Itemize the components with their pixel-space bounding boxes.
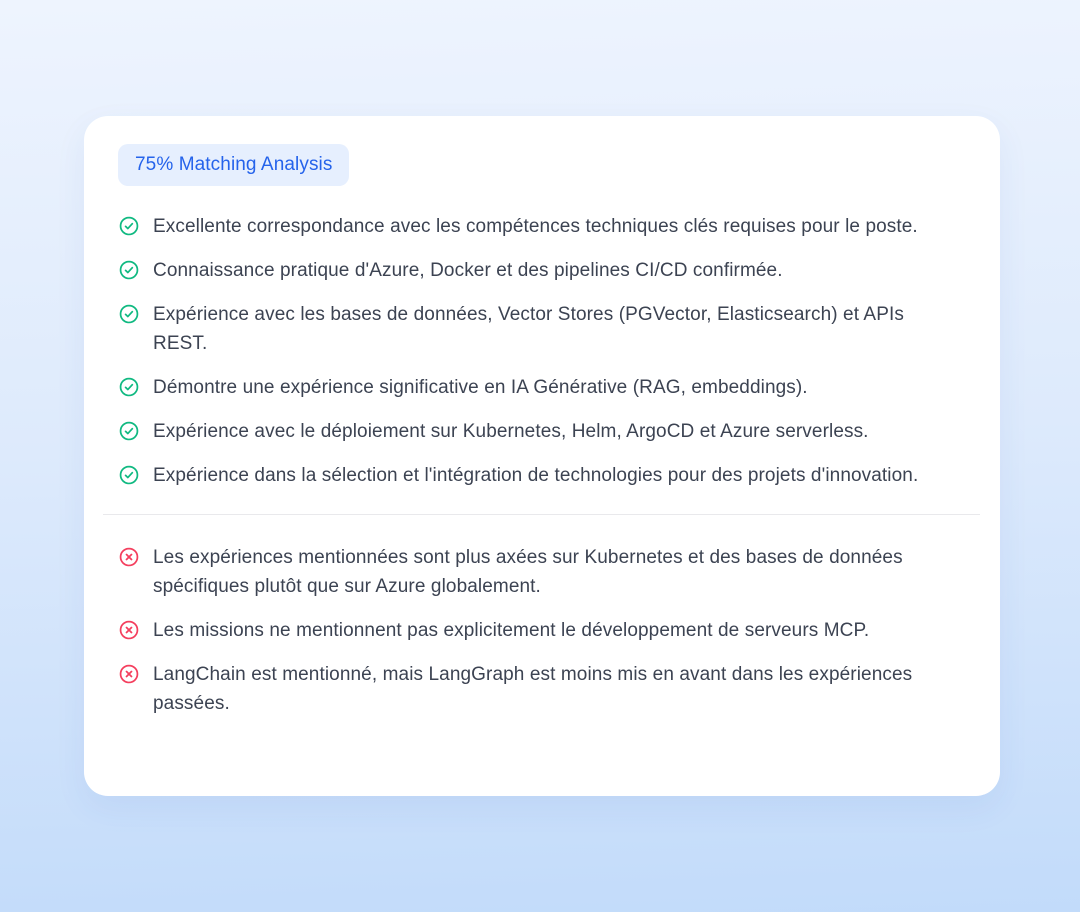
matching-analysis-card	[84, 116, 1000, 796]
check-circle-icon	[118, 464, 140, 486]
list-item-text: Démontre une expérience significative en IA Générative (RAG, embeddings).	[153, 377, 808, 398]
list-item-text: Excellente correspondance avec les compétences techniques clés requises pour le poste.	[153, 216, 918, 237]
x-circle-icon	[118, 663, 140, 685]
list-item-text: Expérience avec les bases de données, Vector Stores (PGVector, Elasticsearch) et APIs REST.	[153, 304, 904, 354]
check-circle-icon	[118, 303, 140, 325]
list-item-text: Connaissance pratique d'Azure, Docker et des pipelines CI/CD confirmée.	[153, 260, 783, 281]
list-item	[118, 616, 958, 645]
strengths-list	[118, 212, 958, 490]
list-item	[118, 660, 958, 718]
list-item	[118, 417, 958, 446]
section-divider	[103, 514, 980, 515]
list-item-text: Expérience avec le déploiement sur Kubernetes, Helm, ArgoCD et Azure serverless.	[153, 421, 869, 442]
check-circle-icon	[118, 420, 140, 442]
list-item-text: Expérience dans la sélection et l'intégration de technologies pour des projets d'innovation.	[153, 465, 919, 486]
match-score-badge: 75% Matching Analysis	[118, 144, 349, 186]
list-item-text: Les expériences mentionnées sont plus axées sur Kubernetes et des bases de données spécifiques plutôt que sur Azure globalement.	[153, 547, 903, 597]
list-item	[118, 300, 958, 358]
weaknesses-list	[118, 543, 958, 718]
list-item	[118, 461, 958, 490]
check-circle-icon	[118, 259, 140, 281]
check-circle-icon	[118, 215, 140, 237]
list-item-text: LangChain est mentionné, mais LangGraph est moins mis en avant dans les expériences passées.	[153, 664, 913, 714]
check-circle-icon	[118, 376, 140, 398]
list-item	[118, 543, 958, 601]
list-item	[118, 256, 958, 285]
list-item	[118, 212, 958, 241]
list-item-text: Les missions ne mentionnent pas explicitement le développement de serveurs MCP.	[153, 620, 870, 641]
x-circle-icon	[118, 546, 140, 568]
x-circle-icon	[118, 619, 140, 641]
list-item	[118, 373, 958, 402]
